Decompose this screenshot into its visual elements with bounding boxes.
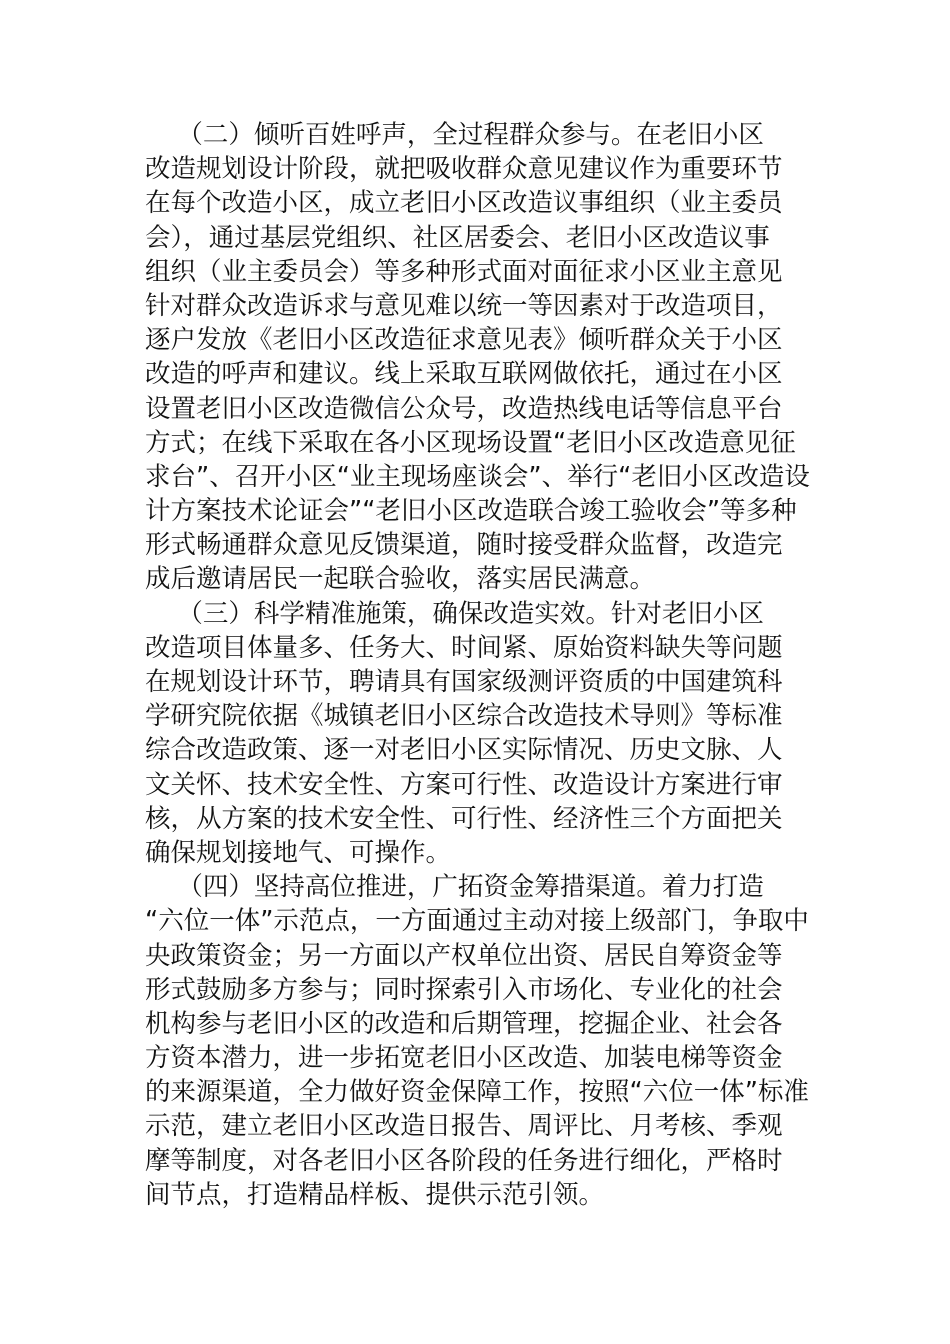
- text-line: 形式鼓励多方参与；同时探索引入市场化、专业化的社会: [145, 974, 783, 1005]
- text-line: 改造项目体量多、任务大、时间紧、原始资料缺失等问题: [145, 632, 783, 663]
- text-line: 改造的呼声和建议。线上采取互联网做依托，通过在小区: [145, 359, 783, 390]
- text-line: 求台”、召开小区“业主现场座谈会”、举行“老旧小区改造设: [145, 461, 810, 492]
- text-line: 会），通过基层党组织、社区居委会、老旧小区改造议事: [145, 222, 770, 253]
- text-line: “六位一体”示范点，一方面通过主动对接上级部门，争取中: [145, 906, 809, 937]
- text-line: （二）倾听百姓呼声，全过程群众参与。在老旧小区: [145, 120, 764, 150]
- text-line: 逐户发放《老旧小区改造征求意见表》倾听群众关于小区: [145, 325, 783, 356]
- text-line: 形式畅通群众意见反馈渠道，随时接受群众监督，改造完: [145, 530, 783, 561]
- text-line: 确保规划接地气、可操作。: [145, 837, 452, 868]
- text-line: 成后邀请居民一起联合验收，落实居民满意。: [145, 564, 656, 595]
- text-line: 学研究院依据《城镇老旧小区综合改造技术导则》等标准: [145, 701, 783, 732]
- text-line: （三）科学精准施策，确保改造实效。针对老旧小区: [145, 598, 764, 629]
- text-line: 间节点，打造精品样板、提供示范引领。: [145, 1179, 605, 1210]
- text-line: 计方案技术论证会”“老旧小区改造联合竣工验收会”等多种: [145, 496, 797, 527]
- text-line: 机构参与老旧小区的改造和后期管理，挖掘企业、社会各: [145, 1008, 783, 1039]
- text-line: 在每个改造小区，成立老旧小区改造议事组织（业主委员: [145, 188, 783, 219]
- text-line: 设置老旧小区改造微信公众号，改造热线电话等信息平台: [145, 393, 783, 424]
- paragraph: [145, 118, 809, 597]
- text-line: 在规划设计环节，聘请具有国家级测评资质的中国建筑科: [145, 667, 783, 697]
- text-line: 组织（业主委员会）等多种形式面对面征求小区业主意见: [145, 256, 783, 287]
- paragraph: [145, 870, 809, 1212]
- document-body: [145, 118, 809, 1212]
- text-line: 方式；在线下采取在各小区现场设置“老旧小区改造意见征: [145, 427, 796, 458]
- text-line: （四）坚持高位推进，广拓资金筹措渠道。着力打造: [145, 872, 764, 903]
- text-line: 方资本潜力，进一步拓宽老旧小区改造、加装电梯等资金: [145, 1043, 783, 1074]
- text-line: 文关怀、技术安全性、方案可行性、改造设计方案进行审: [145, 769, 783, 800]
- text-line: 示范，建立老旧小区改造日报告、周评比、月考核、季观: [145, 1111, 783, 1142]
- text-line: 针对群众改造诉求与意见难以统一等因素对于改造项目，: [145, 290, 783, 321]
- text-line: 综合改造政策、逐一对老旧小区实际情况、历史文脉、人: [145, 735, 783, 766]
- text-line: 摩等制度，对各老旧小区各阶段的任务进行细化，严格时: [145, 1145, 783, 1176]
- text-line: 改造规划设计阶段，就把吸收群众意见建议作为重要环节: [145, 154, 783, 185]
- text-line: 核，从方案的技术安全性、可行性、经济性三个方面把关: [145, 803, 783, 834]
- text-line: 的来源渠道，全力做好资金保障工作，按照“六位一体”标准: [145, 1077, 809, 1108]
- text-line: 央政策资金；另一方面以产权单位出资、居民自筹资金等: [145, 940, 783, 971]
- paragraph: [145, 597, 809, 871]
